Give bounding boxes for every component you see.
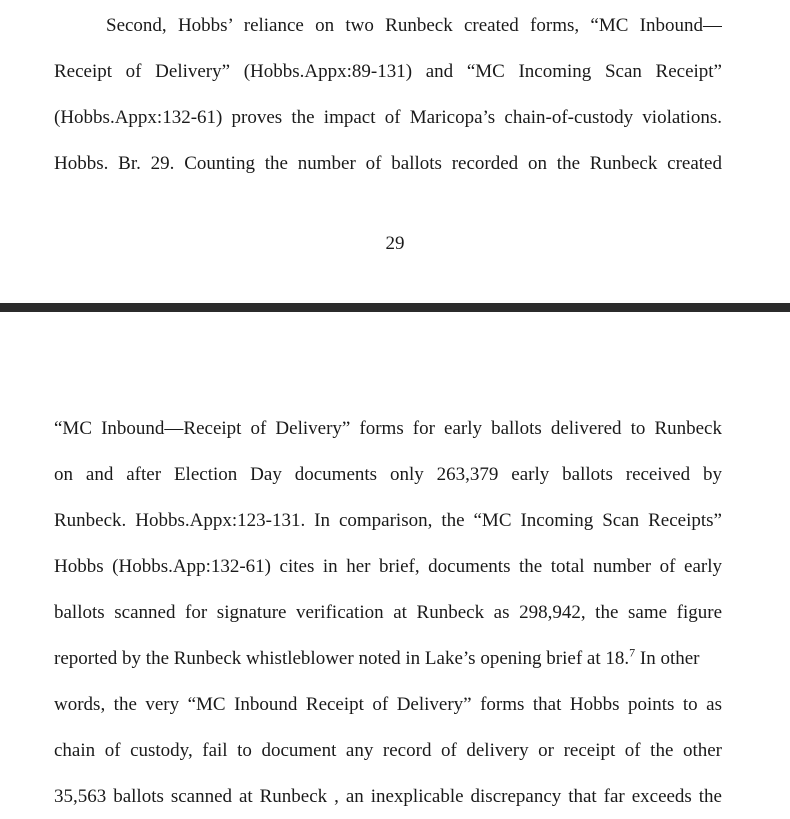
body-text-line: (Hobbs.Appx:132-61) proves the impact of Maricopa’s chain-of-custody violations.: [54, 107, 722, 128]
body-text-fragment: reported by the Runbeck whistleblower noted in Lake’s opening brief at 18.: [54, 648, 630, 669]
body-text-fragment: In other: [639, 648, 700, 669]
body-text-line: Runbeck. Hobbs.Appx:123-131. In comparison, the “MC Incoming Scan Receipts”: [54, 510, 722, 531]
page-bottom: [0, 312, 790, 819]
body-text-line: ballots scanned for signature verification at Runbeck as 298,942, the same figure: [54, 602, 722, 623]
body-text-line: Hobbs. Br. 29. Counting the number of ballots recorded on the Runbeck created: [54, 153, 722, 174]
page-number: 29: [385, 233, 405, 254]
body-text-line: on and after Election Day documents only 263,379 early ballots received by: [54, 464, 722, 485]
body-text-line: words, the very “MC Inbound Receipt of Delivery” forms that Hobbs points to as: [54, 694, 722, 715]
body-text-line: “MC Inbound—Receipt of Delivery” forms for early ballots delivered to Runbeck: [54, 418, 722, 439]
body-text-line: Receipt of Delivery” (Hobbs.Appx:89-131) and “MC Incoming Scan Receipt”: [54, 61, 722, 82]
body-text-line: Second, Hobbs’ reliance on two Runbeck created forms, “MC Inbound—: [106, 15, 722, 36]
body-text-line: 35,563 ballots scanned at Runbeck , an inexplicable discrepancy that far exceeds the: [54, 786, 722, 807]
body-text-line: chain of custody, fail to document any record of delivery or receipt of the other: [54, 740, 722, 761]
page-top: [0, 0, 790, 303]
body-text-line-with-footnote: [54, 647, 722, 671]
footnote-reference[interactable]: 7: [629, 647, 636, 660]
page-separator: [0, 303, 790, 312]
body-text-line: Hobbs (Hobbs.App:132-61) cites in her brief, documents the total number of early: [54, 556, 722, 577]
